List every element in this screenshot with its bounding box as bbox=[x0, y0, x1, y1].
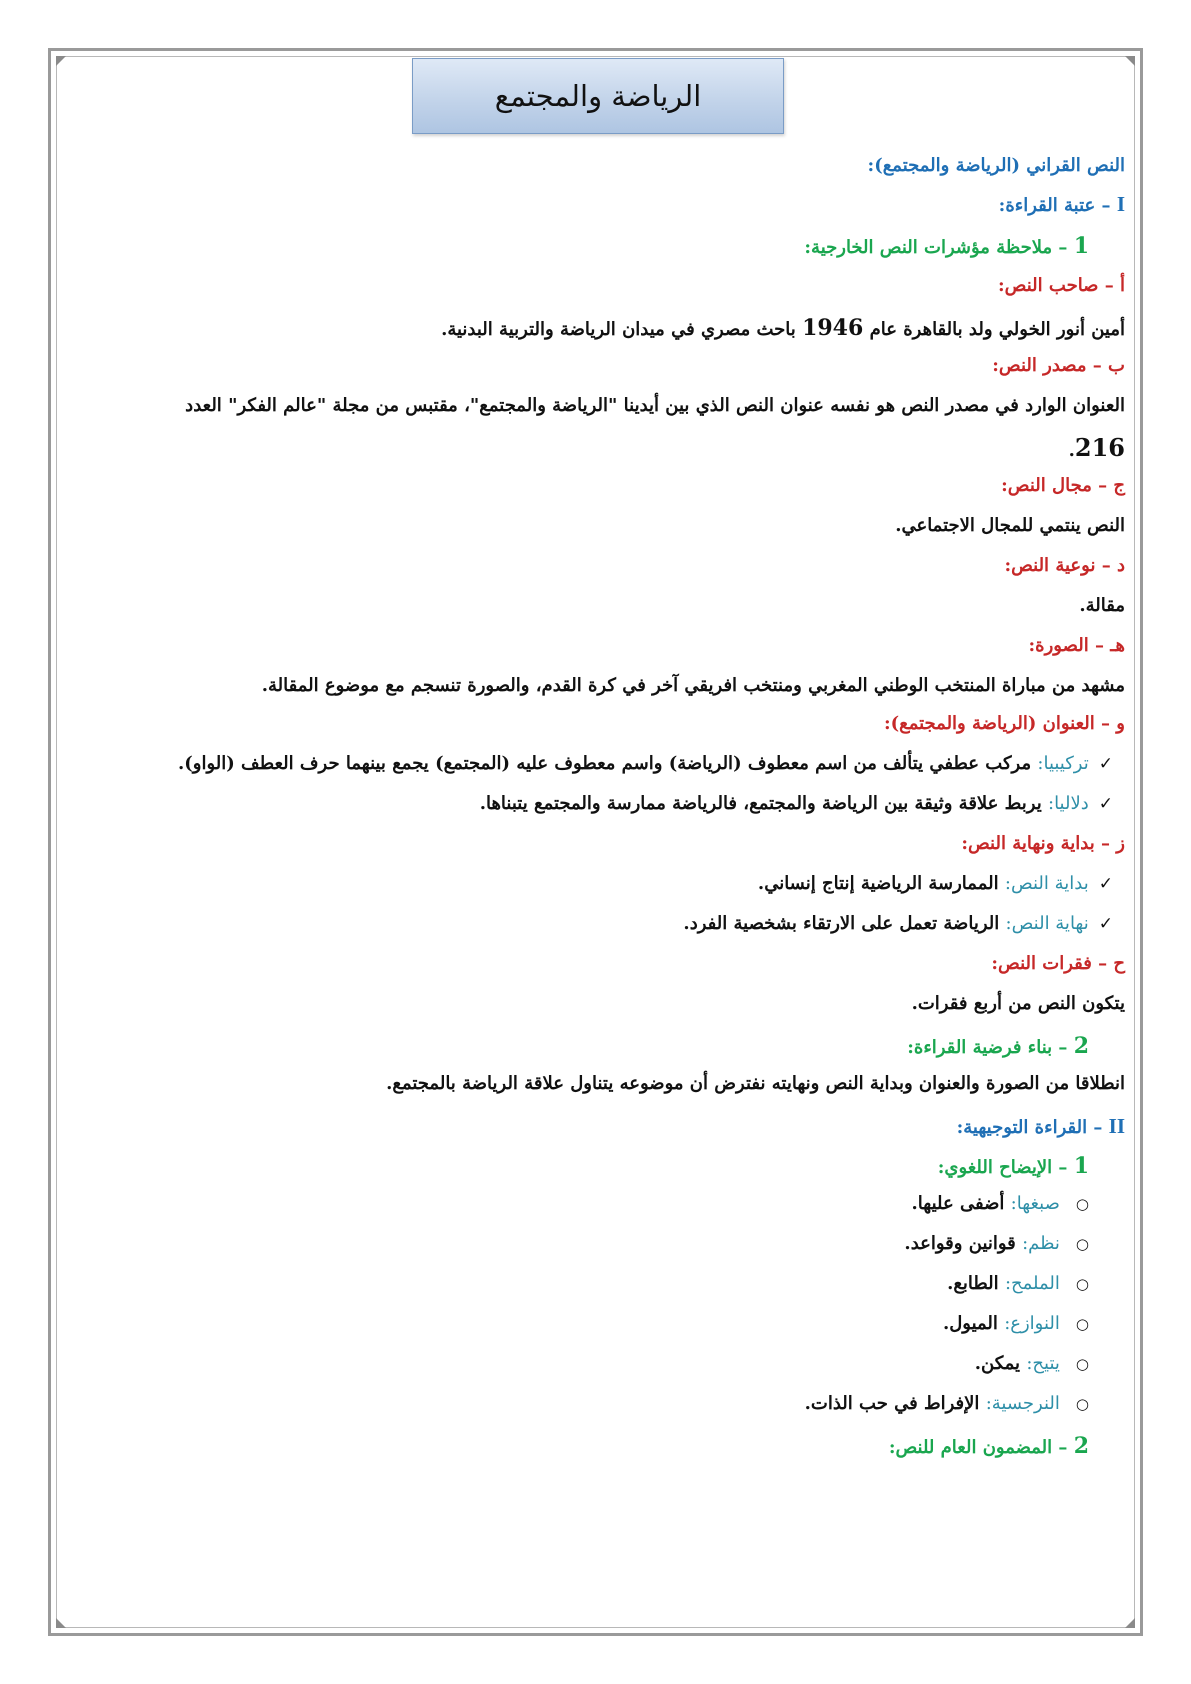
item-key: بداية النص: bbox=[1004, 873, 1089, 894]
item-text: يربط علاقة وثيقة بين الرياضة والمجتمع، فالرياضة ممارسة والمجتمع يتبناها. bbox=[479, 793, 1042, 814]
document-title bbox=[412, 58, 784, 134]
hypothesis-text: انطلاقا من الصورة والعنوان وبداية النص ونهايته نفترض أن موضوعه يتناول علاقة الرياضة بالمجتمع. bbox=[386, 1073, 1125, 1094]
glossary-item bbox=[947, 1272, 1089, 1296]
title-analysis-label: و – العنوان (الرياضة والمجتمع): bbox=[883, 713, 1125, 734]
subsection-heading-1 bbox=[804, 232, 1089, 262]
corner-ornament bbox=[1125, 56, 1135, 66]
issue-dot: . bbox=[1068, 440, 1075, 461]
title-text: الرياضة والمجتمع bbox=[494, 79, 702, 113]
author-text bbox=[441, 314, 1125, 344]
item-key: دلاليا: bbox=[1048, 793, 1089, 814]
source-issue bbox=[1069, 432, 1125, 464]
subsection-heading-4 bbox=[889, 1432, 1089, 1462]
item-text: الممارسة الرياضية إنتاج إنساني. bbox=[757, 873, 999, 894]
definition: الطابع. bbox=[947, 1273, 999, 1294]
term: الملمح: bbox=[1004, 1273, 1060, 1294]
subsection-label: – ملاحظة مؤشرات النص الخارجية: bbox=[804, 237, 1068, 258]
corner-ornament bbox=[1125, 1618, 1135, 1628]
main-heading: النص القراني (الرياضة والمجتمع): bbox=[867, 155, 1125, 176]
type-text: مقالة. bbox=[1079, 595, 1125, 616]
corner-ornament bbox=[56, 56, 66, 66]
glossary-item bbox=[912, 1192, 1089, 1216]
subsection-number: 1 bbox=[1073, 233, 1089, 259]
field-label: ج – مجال النص: bbox=[1001, 475, 1125, 496]
corner-ornament bbox=[56, 1618, 66, 1628]
subsection-number: 1 bbox=[1073, 1153, 1089, 1179]
subsection-number: 2 bbox=[1073, 1033, 1089, 1059]
glossary-item bbox=[904, 1232, 1089, 1256]
circle-bullet-icon: ○ bbox=[1075, 1355, 1089, 1373]
glossary-item bbox=[943, 1312, 1089, 1336]
section-label: – عتبة القراءة: bbox=[998, 195, 1111, 216]
paragraphs-label: ح – فقرات النص: bbox=[991, 953, 1125, 974]
author-year: 1946 bbox=[802, 315, 864, 341]
item-key: نهاية النص: bbox=[1005, 913, 1089, 934]
circle-bullet-icon: ○ bbox=[1075, 1395, 1089, 1413]
source-text: العنوان الوارد في مصدر النص هو نفسه عنوان النص الذي بين أيدينا "الرياضة والمجتمع"، مقتبس من مجلة "عالم الفكر" العدد bbox=[185, 395, 1125, 416]
term: النرجسية: bbox=[985, 1393, 1060, 1414]
check-icon: ✓ bbox=[1098, 794, 1113, 814]
list-item bbox=[480, 792, 1113, 816]
section-number: II bbox=[1108, 1114, 1125, 1138]
image-text: مشهد من مباراة المنتخب الوطني المغربي ومنتخب افريقي آخر في كرة القدم، والصورة تنسجم مع موضوع المقالة. bbox=[261, 675, 1125, 696]
glossary-item bbox=[805, 1392, 1089, 1416]
definition: الإفراط في حب الذات. bbox=[804, 1393, 980, 1414]
source-label: ب – مصدر النص: bbox=[992, 355, 1125, 376]
section-heading-2 bbox=[957, 1112, 1125, 1140]
start-end-label: ز – بداية ونهاية النص: bbox=[961, 833, 1125, 854]
definition: الميول. bbox=[942, 1313, 998, 1334]
circle-bullet-icon: ○ bbox=[1075, 1275, 1089, 1293]
section-heading-1 bbox=[999, 190, 1125, 218]
term: نظم: bbox=[1022, 1233, 1060, 1254]
section-number: I bbox=[1116, 192, 1125, 216]
term: يتيح: bbox=[1026, 1353, 1060, 1374]
paragraphs-text: يتكون النص من أربع فقرات. bbox=[911, 993, 1125, 1014]
section-label: – القراءة التوجيهية: bbox=[956, 1117, 1103, 1138]
definition: يمكن. bbox=[974, 1353, 1021, 1374]
author-text-a: أمين أنور الخولي ولد بالقاهرة عام bbox=[869, 319, 1125, 340]
subsection-label: – بناء فرضية القراءة: bbox=[907, 1037, 1068, 1058]
list-item bbox=[178, 752, 1113, 776]
check-icon: ✓ bbox=[1098, 754, 1113, 774]
subsection-label: – الإيضاح اللغوي: bbox=[937, 1157, 1068, 1178]
issue-number: 216 bbox=[1074, 433, 1125, 462]
list-item bbox=[758, 872, 1113, 896]
subsection-label: – المضمون العام للنص: bbox=[888, 1437, 1068, 1458]
definition: قوانين وقواعد. bbox=[904, 1233, 1016, 1254]
definition: أضفى عليها. bbox=[911, 1193, 1005, 1214]
item-text: مركب عطفي يتألف من اسم معطوف (الرياضة) واسم معطوف عليه (المجتمع) يجمع بينهما حرف العطف (الواو). bbox=[178, 753, 1032, 774]
type-label: د – نوعية النص: bbox=[1004, 555, 1125, 576]
glossary-item bbox=[975, 1352, 1089, 1376]
circle-bullet-icon: ○ bbox=[1075, 1315, 1089, 1333]
term: النوازع: bbox=[1004, 1313, 1060, 1334]
author-text-b: باحث مصري في ميدان الرياضة والتربية البدنية. bbox=[441, 319, 796, 340]
field-text: النص ينتمي للمجال الاجتماعي. bbox=[895, 515, 1125, 536]
subsection-heading-2 bbox=[907, 1032, 1089, 1062]
check-icon: ✓ bbox=[1098, 914, 1113, 934]
image-label: هـ – الصورة: bbox=[1028, 635, 1125, 656]
circle-bullet-icon: ○ bbox=[1075, 1235, 1089, 1253]
item-key: تركيبيا: bbox=[1037, 753, 1089, 774]
subsection-heading-3 bbox=[938, 1152, 1089, 1182]
circle-bullet-icon: ○ bbox=[1075, 1195, 1089, 1213]
check-icon: ✓ bbox=[1098, 874, 1113, 894]
author-label: أ – صاحب النص: bbox=[998, 275, 1125, 296]
term: صبغها: bbox=[1010, 1193, 1060, 1214]
item-text: الرياضة تعمل على الارتقاء بشخصية الفرد. bbox=[683, 913, 1000, 934]
list-item bbox=[683, 912, 1113, 936]
subsection-number: 2 bbox=[1073, 1433, 1089, 1459]
